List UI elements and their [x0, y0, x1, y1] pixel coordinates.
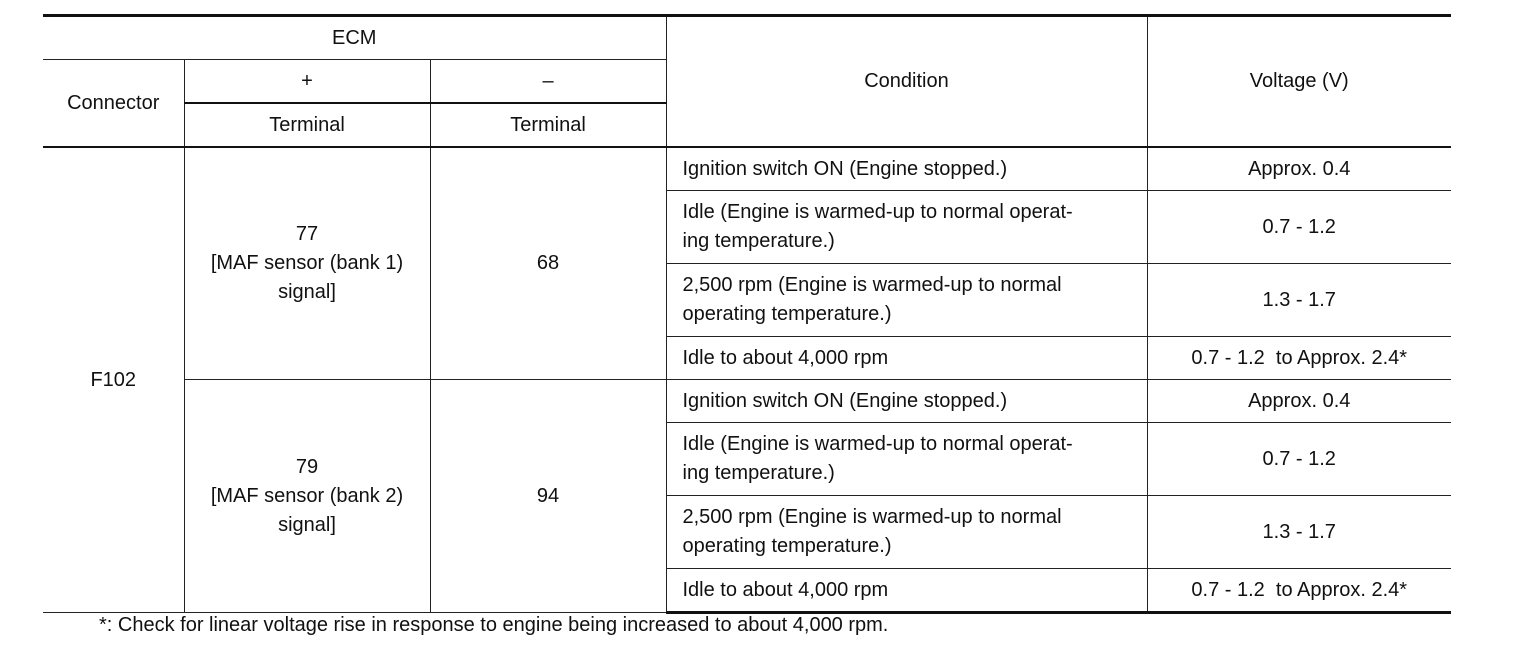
- header-plus: +: [184, 60, 430, 104]
- voltage-cell: 1.3 - 1.7: [1147, 496, 1451, 569]
- condition-cell: Idle (Engine is warmed-up to normal operat- ing temperature.): [666, 191, 1147, 264]
- header-voltage: Voltage (V): [1147, 16, 1451, 148]
- footnote: *: Check for linear voltage rise in response to engine being increased to about 4,000 rpm.: [99, 614, 889, 636]
- minus-terminal-cell: 68: [430, 147, 666, 380]
- header-minus: –: [430, 60, 666, 104]
- header-connector: Connector: [43, 60, 184, 148]
- voltage-cell: 0.7 - 1.2: [1147, 191, 1451, 264]
- condition-cell: Idle (Engine is warmed-up to normal operat- ing temperature.): [666, 423, 1147, 496]
- connector-cell: F102: [43, 147, 184, 613]
- condition-cell: Idle to about 4,000 rpm: [666, 569, 1147, 613]
- voltage-cell: 0.7 - 1.2: [1147, 423, 1451, 496]
- condition-cell: 2,500 rpm (Engine is warmed-up to normal operating temperature.): [666, 264, 1147, 337]
- header-ecm: ECM: [43, 16, 666, 60]
- condition-cell: 2,500 rpm (Engine is warmed-up to normal operating temperature.): [666, 496, 1147, 569]
- condition-cell: Idle to about 4,000 rpm: [666, 337, 1147, 380]
- header-condition: Condition: [666, 16, 1147, 148]
- plus-terminal-cell: 79 [MAF sensor (bank 2) signal]: [184, 380, 430, 613]
- plus-terminal-cell: 77 [MAF sensor (bank 1) signal]: [184, 147, 430, 380]
- voltage-cell: Approx. 0.4: [1147, 147, 1451, 191]
- voltage-cell: 1.3 - 1.7: [1147, 264, 1451, 337]
- voltage-cell: Approx. 0.4: [1147, 380, 1451, 423]
- ecm-terminal-voltage-table: [43, 14, 1451, 614]
- header-terminal-minus: Terminal: [430, 103, 666, 147]
- condition-cell: Ignition switch ON (Engine stopped.): [666, 147, 1147, 191]
- voltage-cell: 0.7 - 1.2 to Approx. 2.4*: [1147, 569, 1451, 613]
- voltage-cell: 0.7 - 1.2 to Approx. 2.4*: [1147, 337, 1451, 380]
- minus-terminal-cell: 94: [430, 380, 666, 613]
- header-terminal-plus: Terminal: [184, 103, 430, 147]
- condition-cell: Ignition switch ON (Engine stopped.): [666, 380, 1147, 423]
